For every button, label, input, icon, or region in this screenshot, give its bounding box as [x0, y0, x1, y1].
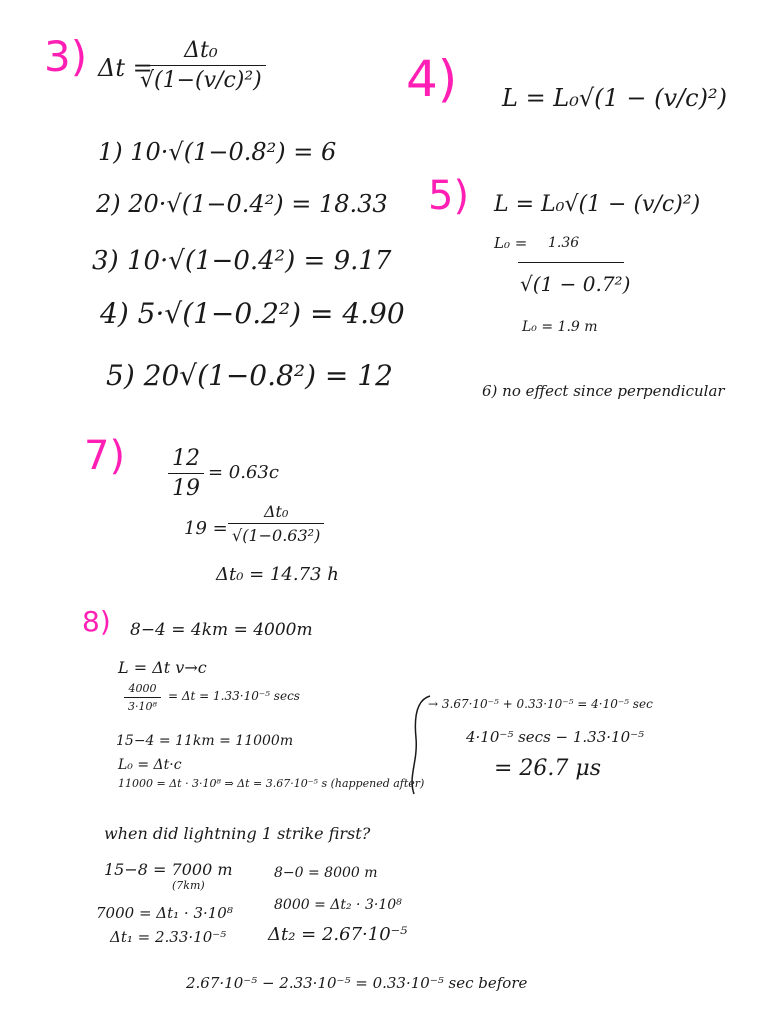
q3-line-2: 2) 20·√(1−0.4²) = 18.33 — [96, 190, 388, 218]
lightning-a3: Δt₁ = 2.33·10⁻⁵ — [110, 928, 227, 946]
q8-line-6: 11000 = Δt · 3·10⁸ ⇒ Δt = 3.67·10⁻⁵ s (happened after) — [118, 777, 425, 790]
lightning-b2: 8000 = Δt₂ · 3·10⁸ — [274, 897, 402, 913]
q5-label: 5) — [428, 173, 470, 219]
q3-formula-numerator: Δt₀ — [184, 38, 218, 63]
q8-fraction-denominator: 3·10⁸ — [124, 697, 161, 713]
q3-formula-denominator: √(1−(v/c)²) — [136, 65, 266, 93]
q8-fraction-numerator: 4000 — [128, 682, 157, 695]
q3-line-4: 4) 5·√(1−0.2²) = 4.90 — [100, 297, 405, 330]
q8-line-2: L = Δt v→c — [118, 658, 207, 677]
q3-label: 3) — [44, 32, 88, 81]
lightning-b1: 8−0 = 8000 m — [274, 865, 378, 881]
lightning-a1b: (7km) — [172, 879, 205, 892]
lightning-a1: 15−8 = 7000 m — [104, 860, 233, 879]
q8-side-3: = 26.7 μs — [494, 756, 601, 781]
q8-line-3: = Δt = 1.33·10⁻⁵ secs — [168, 689, 300, 703]
q8-label: 8) — [82, 605, 111, 638]
q8-side-2: 4·10⁻⁵ secs − 1.33·10⁻⁵ — [466, 728, 645, 746]
q3-formula-left: Δt = — [98, 54, 153, 82]
q3-line-3: 3) 10·√(1−0.4²) = 9.17 — [92, 246, 392, 276]
q7-fraction — [168, 446, 204, 501]
lightning-b3: Δt₂ = 2.67·10⁻⁵ — [268, 924, 408, 945]
q5-lo-eq: L₀ = — [494, 234, 528, 252]
q7-label: 7) — [84, 433, 126, 479]
q8-line-5: L₀ = Δt·c — [118, 757, 182, 773]
q7-result: Δt₀ = 14.73 h — [216, 564, 339, 585]
q7-fraction-denominator: 19 — [168, 473, 204, 501]
q7-eq-left: 19 = — [184, 518, 228, 539]
q8-fraction — [124, 682, 161, 713]
q7-eq-numerator: Δt₀ — [263, 502, 289, 521]
lightning-question: when did lightning 1 strike first? — [104, 824, 371, 843]
q5-lo-denominator: √(1 − 0.7²) — [520, 272, 631, 296]
q8-line-4: 15−4 = 11km = 11000m — [116, 733, 294, 749]
q5-lo-numerator: 1.36 — [548, 235, 580, 251]
q3-line-5: 5) 20√(1−0.8²) = 12 — [106, 359, 393, 392]
q4-formula: L = L₀√(1 − (v/c)²) — [502, 84, 727, 112]
q3-line-1: 1) 10·√(1−0.8²) = 6 — [98, 138, 337, 166]
q4-label: 4) — [406, 50, 458, 108]
q6-text: 6) no effect since perpendicular — [482, 382, 725, 400]
q3-formula-fraction — [136, 38, 266, 93]
q5-result: L₀ = 1.9 m — [522, 319, 598, 335]
q5-formula: L = L₀√(1 − (v/c)²) — [494, 192, 701, 217]
q7-fraction-result: = 0.63c — [208, 462, 279, 483]
q5-fraction-bar — [518, 262, 624, 263]
q8-side-1: → 3.67·10⁻⁵ + 0.33·10⁻⁵ = 4·10⁻⁵ sec — [428, 697, 653, 711]
lightning-final: 2.67·10⁻⁵ − 2.33·10⁻⁵ = 0.33·10⁻⁵ sec before — [186, 974, 528, 992]
q7-eq-denominator: √(1−0.63²) — [228, 523, 324, 545]
lightning-a2: 7000 = Δt₁ · 3·10⁸ — [96, 904, 233, 922]
q8-line-1: 8−4 = 4km = 4000m — [130, 620, 313, 640]
q7-eq-fraction — [228, 502, 324, 545]
q7-fraction-numerator: 12 — [172, 446, 200, 471]
